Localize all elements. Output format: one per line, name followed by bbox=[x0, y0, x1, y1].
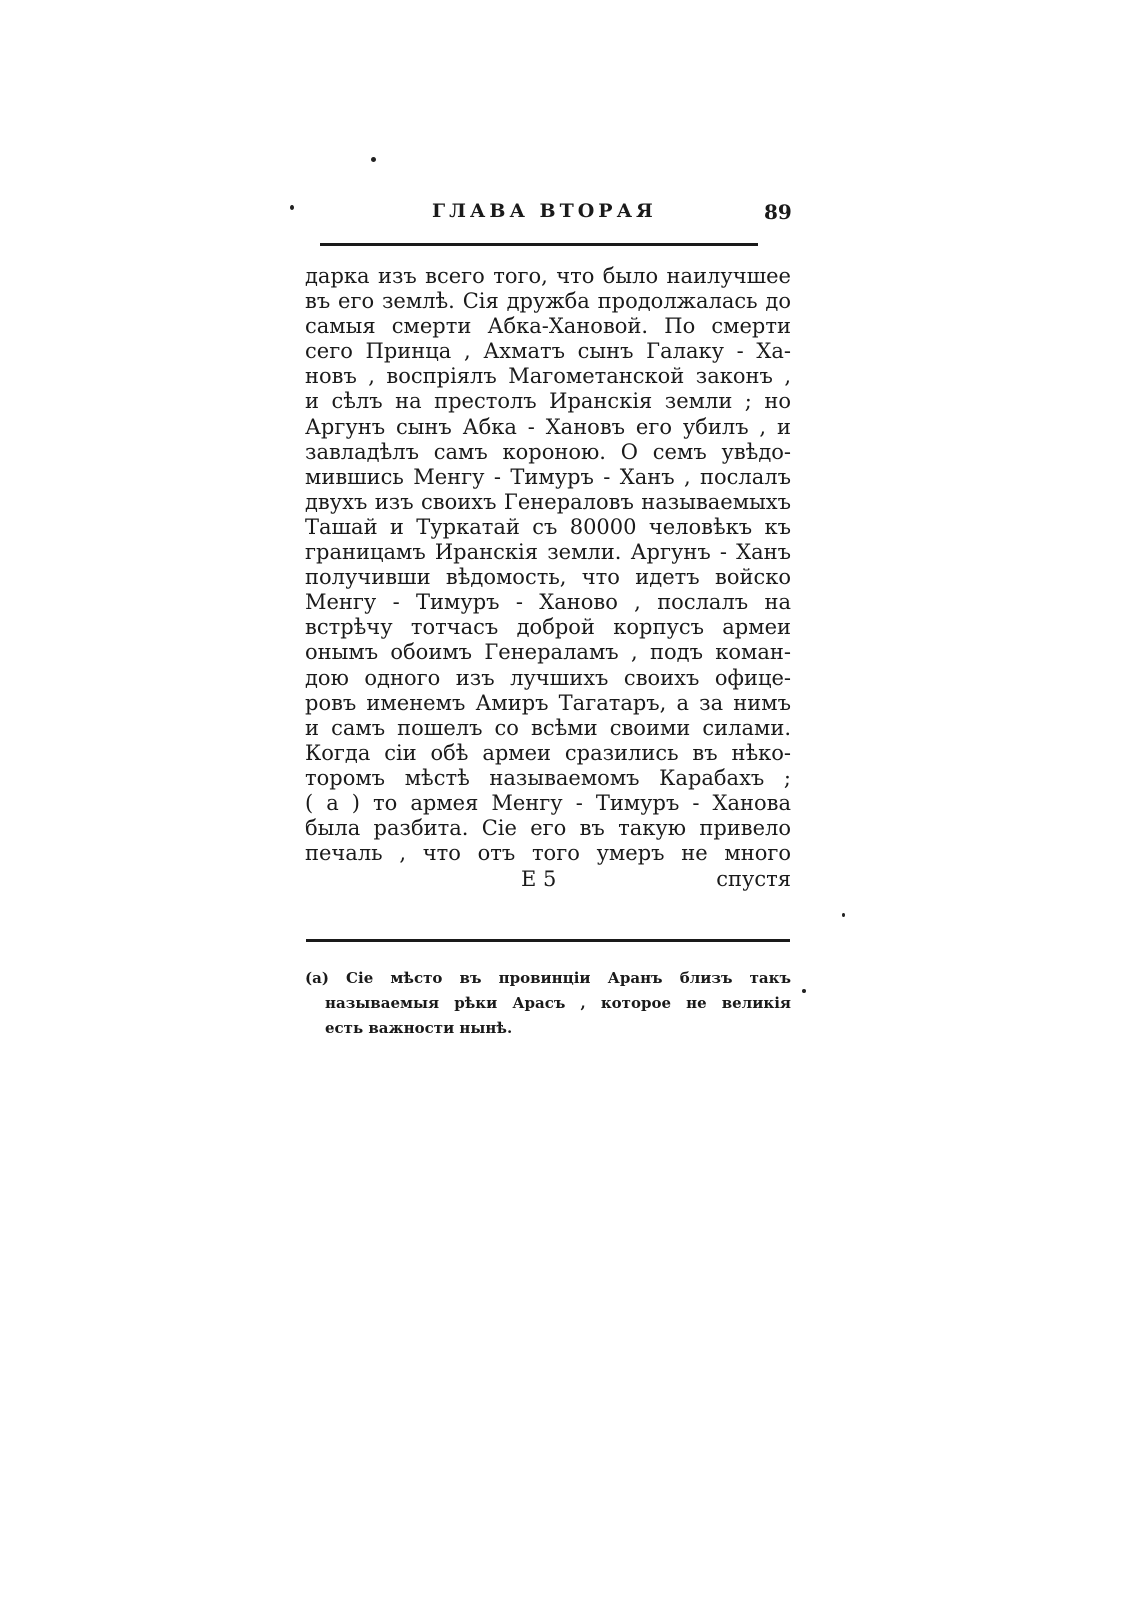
running-head bbox=[300, 198, 790, 230]
body-text bbox=[305, 264, 791, 892]
text-line: онымъ обоимъ Генераламъ , подъ коман- bbox=[305, 640, 791, 665]
text-line: получивши вѣдомость, что идетъ войско bbox=[305, 565, 791, 590]
header-rule bbox=[320, 243, 758, 246]
text-line: мившись Менгу - Тимуръ - Ханъ , послалъ bbox=[305, 464, 791, 489]
footnote bbox=[305, 966, 791, 1041]
text-line: новъ , воспріялъ Магометанской законъ , bbox=[305, 364, 791, 389]
text-line: въ его землѣ. Сія дружба продолжалась до bbox=[305, 289, 791, 314]
text-line: Ташай и Туркатай съ 80000 человѣкъ къ bbox=[305, 514, 791, 539]
text-line: завладѣлъ самъ короною. О семъ увѣдо- bbox=[305, 439, 791, 464]
text-line: была разбита. Сіе его въ такую привело bbox=[305, 816, 791, 841]
text-line: Менгу - Тимуръ - Ханово , послалъ на bbox=[305, 590, 791, 615]
footnote-line: называемыя рѣки Арасъ , которое не великія bbox=[325, 994, 791, 1012]
scan-speck bbox=[802, 989, 806, 993]
footnote-line: есть важности нынѣ. bbox=[325, 1019, 513, 1037]
text-line: дою одного изъ лучшихъ своихъ офице- bbox=[305, 665, 791, 690]
text-line: Аргунъ сынъ Абка - Хановъ его убилъ , и bbox=[305, 414, 791, 439]
text-line: печаль , что отъ того умеръ не много bbox=[305, 841, 791, 866]
text-line: двухъ изъ своихъ Генераловъ называемыхъ bbox=[305, 489, 791, 514]
text-line: встрѣчу тотчасъ доброй корпусъ армеи bbox=[305, 615, 791, 640]
footnote-line: (а) Сіе мѣсто въ провинціи Аранъ близъ такъ bbox=[305, 969, 791, 987]
signature-mark: Е 5 bbox=[521, 867, 557, 892]
scan-speck bbox=[842, 913, 845, 917]
text-line: Когда сіи обѣ армеи сразились въ нѣко- bbox=[305, 740, 791, 765]
text-line: и сѣлъ на престолъ Иранскія земли ; но bbox=[305, 389, 791, 414]
text-line: ( а ) то армея Менгу - Тимуръ - Ханова bbox=[305, 790, 791, 815]
text-line: и самъ пошелъ со всѣми своими силами. bbox=[305, 715, 791, 740]
text-line: торомъ мѣстѣ называемомъ Карабахъ ; bbox=[305, 765, 791, 790]
catchword: спустя bbox=[716, 867, 791, 892]
text-line: сего Принца , Ахматъ сынъ Галаку - Ха- bbox=[305, 339, 791, 364]
text-line: границамъ Иранскія земли. Аргунъ - Ханъ bbox=[305, 540, 791, 565]
text-line: ровъ именемъ Амиръ Тагатаръ, а за нимъ bbox=[305, 690, 791, 715]
text-line: дарка изъ всего того, что было наилучшее bbox=[305, 264, 791, 288]
text-line: самыя смерти Абка-Хановой. По смерти bbox=[305, 314, 791, 339]
chapter-title: ГЛАВА ВТОРАЯ bbox=[432, 200, 657, 222]
scan-speck bbox=[290, 205, 294, 210]
page-number: 89 bbox=[764, 200, 792, 224]
scan-speck bbox=[371, 157, 376, 162]
footnote-rule bbox=[306, 939, 790, 942]
signature-line bbox=[305, 866, 791, 892]
